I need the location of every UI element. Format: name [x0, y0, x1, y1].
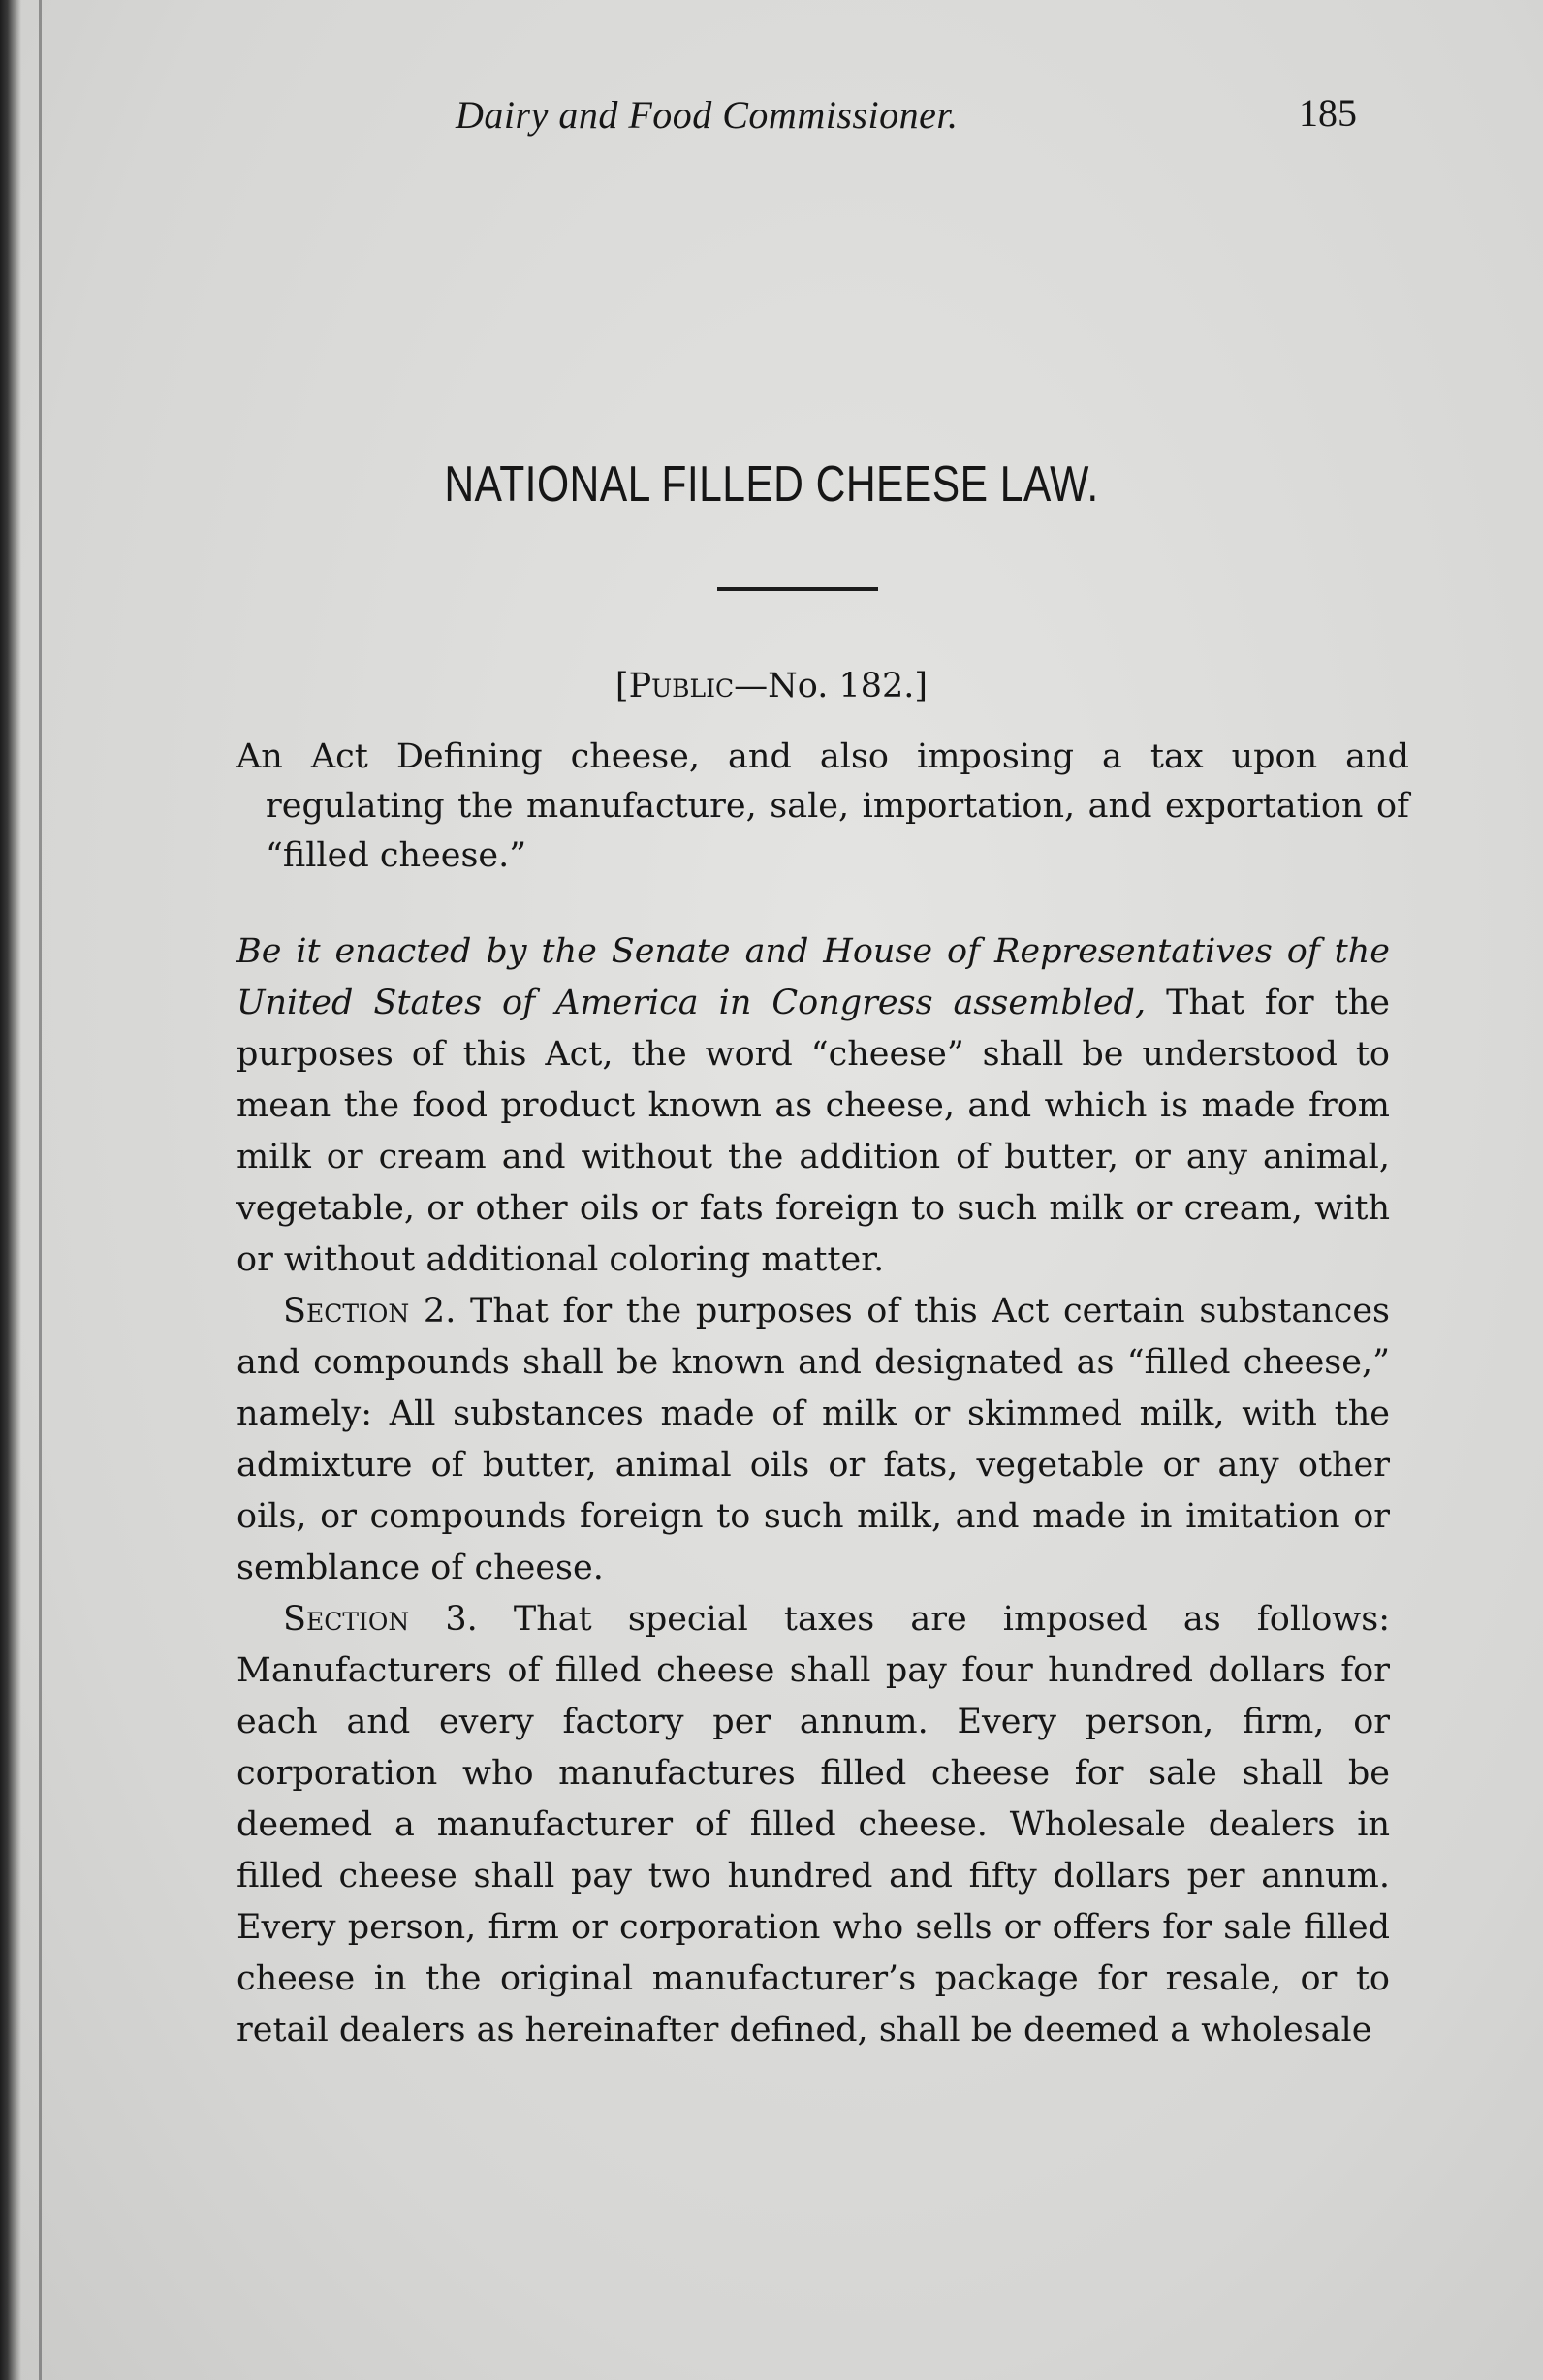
- section-3-label: Section 3.: [283, 1600, 478, 1639]
- page-number: 185: [1299, 91, 1357, 135]
- section-1-paragraph: [236, 926, 1390, 1286]
- public-no-open-bracket: [: [614, 667, 629, 705]
- section-2-label: Section 2.: [283, 1292, 457, 1331]
- section-2-text: That for the purposes of this Act certain substances and compounds shall be known and designated as “filled cheese,” namely: All substances made of milk or skimmed milk, with the admixture of butter, animal oils or fats, vegetable or any other oils, or compounds foreign to such milk, and made in imitation or semblance of cheese.: [236, 1292, 1390, 1587]
- public-no-label: Public: [628, 667, 735, 705]
- page-gutter-line: [39, 0, 42, 2380]
- section-3-paragraph: [236, 1594, 1390, 2056]
- act-preamble: An Act Defining cheese, and also imposing a tax upon and regulating the manufacture, sale, importation, and exportation of “filled cheese.”: [236, 737, 1409, 875]
- running-header-title: Dairy and Food Commissioner.: [456, 93, 959, 137]
- page-binding-shadow: [0, 0, 21, 2380]
- public-no-number: No. 182.]: [768, 667, 929, 705]
- title-divider-rule: [717, 587, 878, 591]
- public-no-dash: —: [734, 667, 769, 705]
- public-law-number: [0, 667, 1543, 705]
- section-3-text: That special taxes are imposed as follows: Manufacturers of filled cheese shall pay four hundred dollars for each and every factory per annum. Every person, firm, or corporation who manufactures filled cheese for sale shall be deemed a manufacturer of filled cheese. Wholesale dealers in filled cheese shall pay two hundred and fifty dollars per annum. Every person, firm or corporation who sells or offers for sale filled cheese in the original manufacturer’s package for resale, or to retail dealers as hereinafter defined, shall be deemed a wholesale: [236, 1600, 1390, 2050]
- law-title: NATIONAL FILLED CHEESE LAW.: [444, 456, 1099, 513]
- section-2-paragraph: [236, 1286, 1390, 1594]
- section-1-text: That for the purposes of this Act, the word “cheese” shall be understood to mean the food product known as cheese, and which is made from milk or cream and without the addition of butter, or any animal, vegetable, or other oils or fats foreign to such milk or cream, with or without additional coloring matter.: [236, 984, 1390, 1279]
- act-body: [236, 926, 1390, 2056]
- enacting-clause: Be it enacted by the Senate and House of Representatives of the United States of America in Congress assembled,: [236, 932, 1390, 1022]
